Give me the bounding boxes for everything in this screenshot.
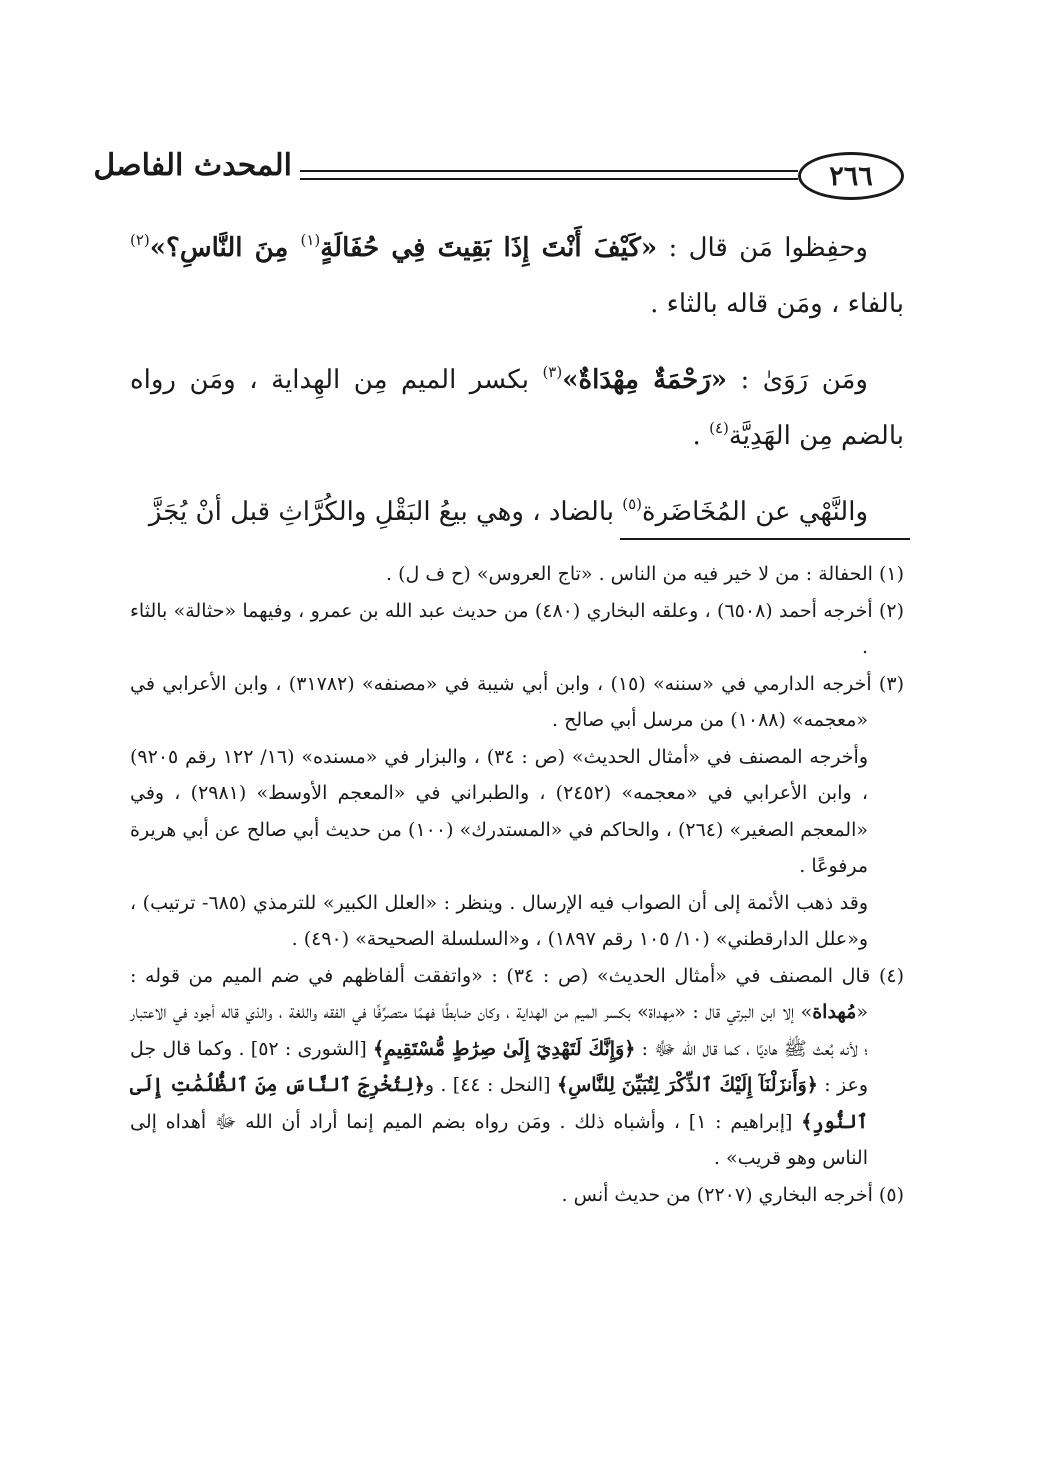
text-span: وحفِظوا مَن قال : xyxy=(657,233,868,263)
hadith-quote: «كَيْفَ أَنْتَ إِذَا بَقِيتَ فِي حُفَالَةٍ xyxy=(320,233,658,263)
text-span: [الشورى : ٥٢] . وكما قال جل وعز : xyxy=(130,1037,868,1096)
footnote-4 xyxy=(130,958,904,1177)
page-number: ٢٦٦ xyxy=(798,152,904,200)
text-span: ومَن رَوَىٰ : xyxy=(727,365,868,395)
main-text xyxy=(130,220,904,540)
footnote-3-continuation: وأخرجه المصنف في «أمثال الحديث» (ص : ٣٤) ، والبزار في «مسنده» (١٦/ ١٢٢ رقم ٩٢٠٥) ، وابن الأعرابي في «معجمه» (٢٤٥٢) ، والطبراني في «المعجم الأوسط» (٢٩٨١) ، وفي «المعجم الصغير» (٢٦٤) ، والحاكم في «المستدرك» (١٠٠) من حديث أبي صالح عن أبي هريرة مرفوعًا . xyxy=(130,745,869,877)
footnote-5: (٥) أخرجه البخاري (٢٢٠٧) من حديث أنس . xyxy=(561,1183,904,1206)
text-span: بالفاء ، ومَن قاله بالثاء . xyxy=(650,289,904,319)
paragraph-2 xyxy=(130,352,904,464)
footnote-1: (١) الحفالة : من لا خير فيه من الناس . «تاج العروس» (ح ف ل) . xyxy=(386,563,904,585)
footnote-ref-2[interactable]: (٢) xyxy=(130,231,150,249)
text-span: بكسر الميم مِن الهِداية ، ومَن رواه بالضم مِن الهَدِيَّة xyxy=(130,365,904,451)
footnote-2: (٢) أخرجه أحمد (٦٥٠٨) ، وعلقه البخاري (٤٨٠) من حديث عبد الله بن عمرو ، وفيهما «حثالة» بالثاء . xyxy=(130,599,904,658)
emphasized-word: مُهداة xyxy=(812,1001,857,1023)
quran-verse: ﴿وَإِنَّكَ لَتَهْدِيٓ إِلَىٰ صِرَٰطٍ مُّسْتَقِيمٍ﴾ xyxy=(373,1037,636,1060)
text-span: [النحل : ٤٤] . و xyxy=(424,1074,557,1096)
quran-verse: ﴿وَأَنزَلْنَآ إِلَيْكَ ٱلذِّكْرَ لِتُبَيِّنَ لِلنَّاسِ﴾ xyxy=(556,1074,818,1096)
footnote-ref-3[interactable]: (٣) xyxy=(542,363,563,381)
quran-verse: ﴿لِتُخْرِجَ ٱلنَّاسَ مِنَ ٱلظُّلُمَٰتِ إِلَى ٱلنُّورِ﴾ xyxy=(130,1074,868,1133)
paragraph-3 xyxy=(130,484,904,540)
page-header xyxy=(93,148,904,210)
footnote-3-continuation: وقد ذهب الأئمة إلى أن الصواب فيه الإرسال . وينظر : «العلل الكبير» للترمذي (٦٨٥- ترتيب) ، و«علل الدارقطني» (١٠/ ١٠٥ رقم ١٨٩٧) ، و«السلسلة الصحيحة» (٤٩٠) . xyxy=(130,891,868,950)
text-span: . xyxy=(692,421,710,451)
footnote-ref-1[interactable]: (١) xyxy=(300,231,321,249)
text-span: والنَّهْي عن المُخَاضَرة xyxy=(642,497,868,527)
hadith-quote: «رَحْمَةٌ مِهْدَاةٌ» xyxy=(562,365,728,395)
paragraph-1 xyxy=(130,220,904,332)
text-span: [إبراهيم : ١] ، وأشباه ذلك . ومَن رواه بضم الميم إنما أراد أن الله ﷻ أهداه إلى الناس وهو قريب» . xyxy=(130,1110,868,1169)
header-double-rule xyxy=(300,170,798,180)
hadith-quote: مِنَ النَّاسِ؟» xyxy=(149,233,301,263)
book-title: المحدث الفاصل xyxy=(93,148,292,183)
footnote-ref-4[interactable]: (٤) xyxy=(709,419,729,437)
text-span: (٤) قال المصنف في «أمثال الحديث» (ص : ٣٤) : «واتفقت ألفاظهم في ضم الميم من قوله : « xyxy=(130,964,905,1023)
text-span: بالضاد ، وهي بيعُ البَقْلِ والكُرَّاثِ قبل أنْ يُجَزَّ xyxy=(148,497,623,527)
footnote-ref-5[interactable]: (٥) xyxy=(622,495,643,513)
footnote-3: (٣) أخرجه الدارمي في «سننه» (١٥) ، وابن أبي شيبة في «مصنفه» (٣١٧٨٢) ، وابن الأعرابي في «معجمه» (١٠٨٨) من مرسل أبي صالح . xyxy=(130,672,904,731)
footnotes xyxy=(130,556,904,1213)
footnote-separator xyxy=(620,538,910,540)
text-span: » إلا ابن البرتي قال : «مِهداة» بكسر الميم من الهداية ، وكان ضابطًا فهمًا متصرِّفًا في الفقه واللغة ، والذي قاله أجود في الاعتبار ؛ لأنه بُعث ﷺ هاديًا ، كما قال الله ﷻ : xyxy=(130,1001,869,1060)
